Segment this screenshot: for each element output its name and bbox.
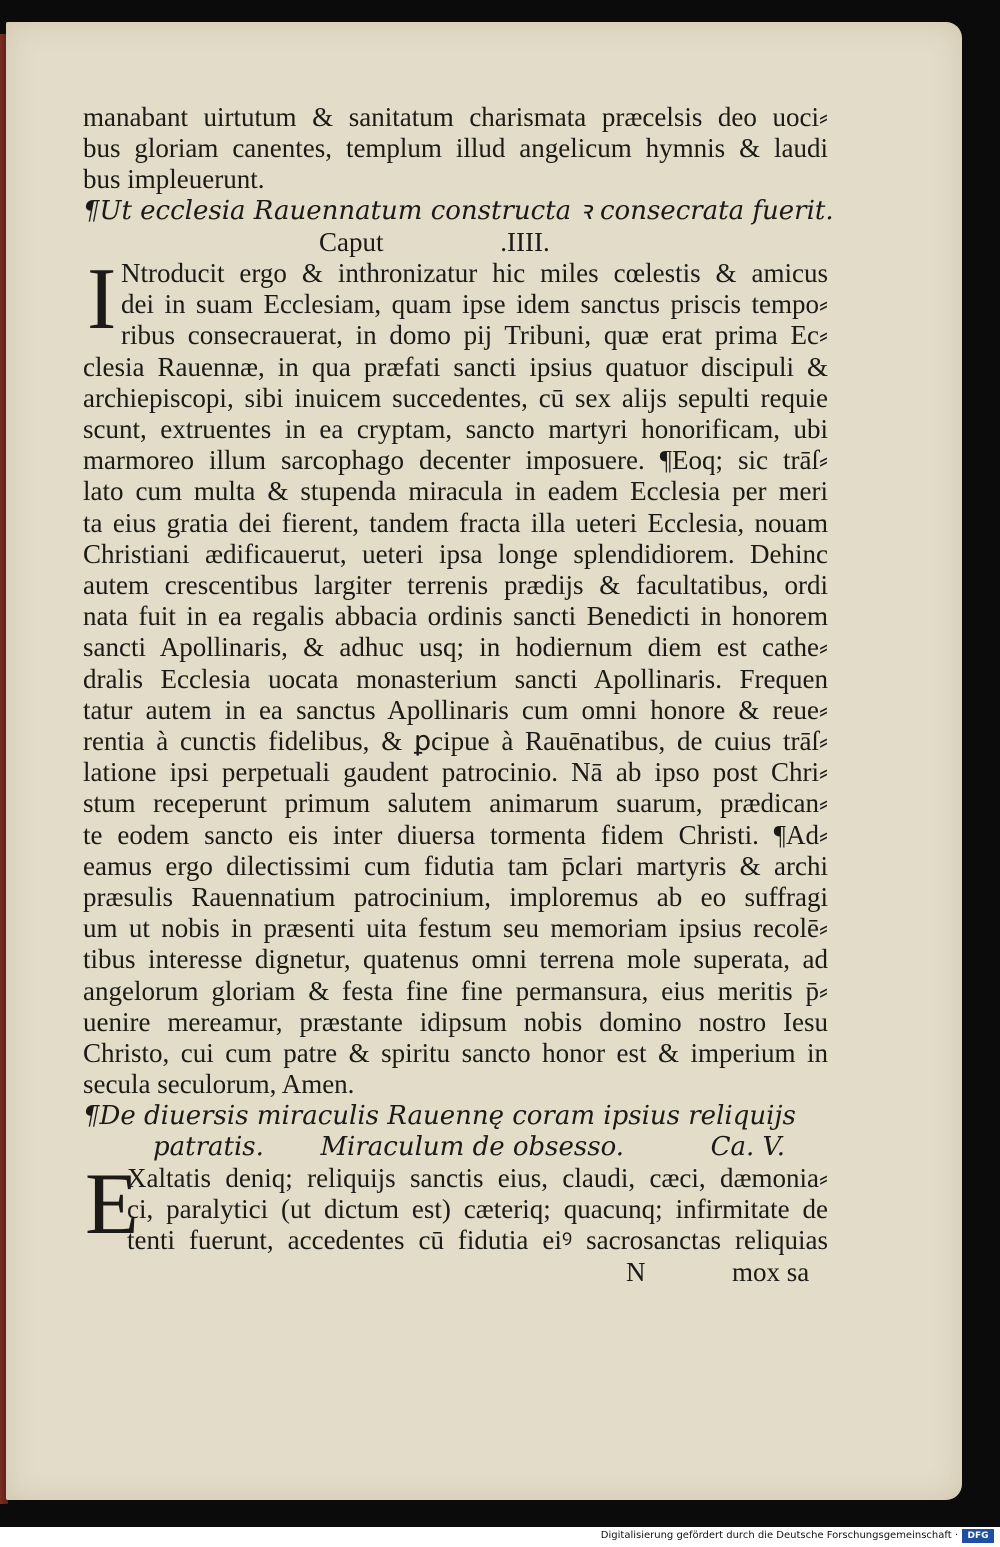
text-line: ci, paralytici (ut dictum est) cæteriq; quacunq; infirmitate de xyxy=(127,1194,828,1225)
heading-line xyxy=(83,1132,828,1163)
dfg-logo: DFG xyxy=(962,1529,994,1543)
heading-part: Miraculum de obsesso. xyxy=(320,1131,625,1162)
text-line: bus gloriam canentes, templum illud angelicum hymnis & laudi xyxy=(83,133,828,164)
text-line: rentia à cunctis fidelibus, & ꝑcipue à Rauēnatibus, de cuius trāſ⸗ xyxy=(83,726,828,757)
funding-credit: Digitalisierung gefördert durch die Deutsche Forschungsgemeinschaft · xyxy=(600,1530,958,1541)
heading-line: ¶De diuersis miraculis Rauennę coram ipsius reliquijs xyxy=(83,1100,796,1131)
text-line: angelorum gloriam & festa fine fine permansura, eius meritis p̄⸗ xyxy=(83,975,828,1006)
chapter-heading: ¶Ut ecclesia Rauennatum constructa ꝛ consecrata fuerit. xyxy=(83,195,834,226)
paragraph-1 xyxy=(83,251,828,1100)
text-line: latione ipsi perpetuali gaudent patrocinio. Nā ab ipso post Chri⸗ xyxy=(83,757,828,788)
chapter-number: Ca. V. xyxy=(710,1131,786,1162)
text-line: stum receperunt primum salutem animarum suarum, prædican⸗ xyxy=(83,788,828,819)
signature-mark: N xyxy=(626,1256,646,1287)
text-line: sancti Apollinaris, & adhuc usq; in hodiernum diem est cathe⸗ xyxy=(83,632,828,663)
heading-part: patratis. xyxy=(153,1131,264,1162)
caput-number: .IIII. xyxy=(500,226,550,257)
text-line: lato cum multa & stupenda miracula in eadem Ecclesia per meri xyxy=(83,476,828,507)
text-line: manabant uirtutum & sanitatum charismata præcelsis deo uoci⸗ xyxy=(83,102,828,132)
text-line: Ntroducit ergo & inthronizatur hic miles cœlestis & amicus xyxy=(121,258,828,289)
text-line: um ut nobis in præsenti uita festum seu memoriam ipsius recolē⸗ xyxy=(83,913,828,944)
catchword: mox sa xyxy=(732,1256,810,1287)
text-line: dralis Ecclesia uocata monasterium sancti Apollinaris. Frequen xyxy=(83,663,828,694)
text-line: scunt, extruentes in ea cryptam, sancto martyri honorificam, ubi xyxy=(83,414,828,445)
text-line: secula seculorum, Amen. xyxy=(83,1069,355,1100)
drop-capital: I xyxy=(87,251,117,349)
text-line: tibus interesse dignetur, quatenus omni terrena mole superata, ad xyxy=(83,944,828,975)
text-line: marmoreo illum sarcophago decenter imposuere. ¶Eoq; sic trāſ⸗ xyxy=(83,445,828,476)
text-line: uenire mereamur, præstante idipsum nobis domino nostro Iesu xyxy=(83,1006,828,1037)
text-line: Christiani ædificauerut, ueteri ipsa longe splendidiorem. Dehinc xyxy=(83,538,828,569)
chapter-number-line xyxy=(83,227,828,258)
text-line: eamus ergo dilectissimi cum fidutia tam p̄clari martyris & archi xyxy=(83,850,828,881)
chapter-heading-2 xyxy=(83,1101,828,1163)
text-line: archiepiscopi, sibi inuicem succedentes, cū sex alijs sepulti requie xyxy=(83,382,828,413)
text-line: bus impleuerunt. xyxy=(83,164,265,195)
text-line: ribus consecrauerat, in domo pij Tribuni, quæ erat prima Ec⸗ xyxy=(121,320,828,351)
signature-line xyxy=(83,1257,828,1288)
text-line: præsulis Rauennatium patrocinium, imploremus ab eo suffragi xyxy=(83,882,828,913)
paragraph-2 xyxy=(83,1155,828,1257)
footer-bar xyxy=(0,1527,1000,1547)
text-line: autem crescentibus largiter terrenis prædijs & facultatibus, ordi xyxy=(83,570,828,601)
text-line: Christo, cui cum patre & spiritu sancto honor est & imperium in xyxy=(83,1038,828,1069)
caput-label: Caput xyxy=(319,226,384,257)
text-line: te eodem sancto eis inter diuersa tormenta fidem Christi. ¶Ad⸗ xyxy=(83,819,828,850)
text-line: ta eius gratia dei fierent, tandem fracta illa ueteri Ecclesia, nouam xyxy=(83,507,828,538)
text-line: Xaltatis deniq; reliquijs sanctis eius, claudi, cæci, dæmonia⸗ xyxy=(127,1162,828,1193)
text-line: tenti fuerunt, accedentes cū fidutia eiꝰ sacrosanctas reliquias xyxy=(127,1225,828,1256)
text-line: tatur autem in ea sanctus Apollinaris cum omni honore & reue⸗ xyxy=(83,694,828,725)
page-text xyxy=(83,102,834,1288)
drop-capital: E xyxy=(85,1155,139,1253)
text-line: dei in suam Ecclesiam, quam ipse idem sanctus priscis tempo⸗ xyxy=(121,289,828,320)
text-line: nata fuit in ea regalis abbacia ordinis sancti Benedicti in honorem xyxy=(83,601,828,632)
text-line: clesia Rauennæ, in qua præfati sancti ipsius quatuor discipuli & xyxy=(83,351,828,382)
